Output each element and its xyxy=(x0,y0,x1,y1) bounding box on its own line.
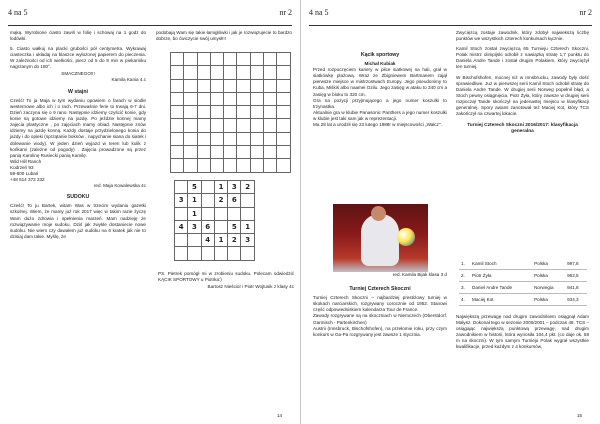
sudoku-cell[interactable] xyxy=(201,247,214,260)
sudoku-cell[interactable] xyxy=(197,53,210,66)
results-cell-points: 934,3 xyxy=(565,294,587,306)
sudoku-cell[interactable] xyxy=(241,247,254,260)
sudoku-cell[interactable] xyxy=(277,159,290,172)
header-issue: nr 2 xyxy=(579,8,592,17)
sudoku-cell[interactable] xyxy=(224,106,237,119)
sudoku-cell[interactable] xyxy=(250,92,263,105)
sudoku-cell[interactable] xyxy=(277,132,290,145)
sudoku-cell[interactable] xyxy=(237,92,250,105)
address-line: 59-800 Lubań xyxy=(10,170,39,176)
sudoku-cell[interactable] xyxy=(264,159,277,172)
sudoku-cell[interactable] xyxy=(224,53,237,66)
w-stajni-author: red. Maja Kowalewska 4c xyxy=(93,183,146,189)
sudoku-cell[interactable] xyxy=(201,194,214,207)
left-column xyxy=(313,30,447,128)
volleyball-icon xyxy=(397,228,415,246)
sudoku-cell[interactable] xyxy=(224,132,237,145)
sudoku-cell[interactable]: 6 xyxy=(201,220,214,233)
results-cell-name: Maciej Kot xyxy=(470,294,532,306)
sudoku-cell[interactable] xyxy=(197,92,210,105)
header-title: 4 na 5 xyxy=(8,8,28,17)
address-line: +48 514 372 232 xyxy=(10,177,45,183)
sudoku-cell[interactable] xyxy=(171,66,184,79)
sudoku-cell[interactable] xyxy=(224,92,237,105)
results-cell-place: 1. xyxy=(459,258,470,270)
sudoku-cell[interactable] xyxy=(250,146,263,159)
sudoku-cell[interactable] xyxy=(175,234,188,247)
sport-title: Kącik sportowy xyxy=(360,52,400,58)
sudoku-row xyxy=(171,146,291,159)
sudoku-cell[interactable] xyxy=(237,119,250,132)
sudoku-cell[interactable]: 3 xyxy=(175,194,188,207)
sudoku-title: SUDOKU xyxy=(66,194,90,201)
sudoku-cell[interactable] xyxy=(184,119,197,132)
sudoku-cell[interactable]: 2 xyxy=(214,194,227,207)
sudoku-cell[interactable] xyxy=(210,106,223,119)
sudoku-cell[interactable] xyxy=(264,132,277,145)
col2-bischofshofen-text: W Bischofshofen, mocnej niż w Innsbrucku, zawody były dość sprawiedliwe. Już w pierwszej serii Kamil Stoch odrobił stratę do Daniela Andre Tande. W drugiej serii Norweg popełnił błąd, a Stoch pewny osiągnięcia. Piotr Żyła, który zawsze w drugiej serii rozpoczął Tande skończył na jedenastej miejscu w klasyfikacji generalnej. Spory awans zanotował też Maciej Kot, który TCS zakończył na czwartej lokacie. xyxy=(456,74,589,117)
sudoku-cell[interactable]: 2 xyxy=(228,234,241,247)
sudoku-cell[interactable] xyxy=(250,132,263,145)
sudoku-cell[interactable]: 1 xyxy=(241,220,254,233)
results-row xyxy=(459,282,587,294)
sudoku-cell[interactable] xyxy=(264,92,277,105)
sudoku-row xyxy=(175,194,255,207)
sudoku-cell[interactable] xyxy=(197,132,210,145)
header-title: 4 na 5 xyxy=(309,8,329,17)
sudoku-cell[interactable]: 3 xyxy=(228,181,241,194)
sudoku-cell[interactable]: 1 xyxy=(188,207,201,220)
sudoku-cell[interactable] xyxy=(210,159,223,172)
sudoku-row xyxy=(171,66,291,79)
sudoku-cell[interactable] xyxy=(184,66,197,79)
ps-author: Bartosz Nieścior i Piotr Wojtusik z klasy 4c xyxy=(207,284,294,290)
sudoku-cell[interactable] xyxy=(201,181,214,194)
sudoku-cell[interactable] xyxy=(237,132,250,145)
sudoku-cell[interactable]: 1 xyxy=(214,181,227,194)
sudoku-cell[interactable]: 5 xyxy=(228,220,241,233)
sudoku-row xyxy=(175,247,255,260)
sport-author: Michał Kubiak xyxy=(364,61,396,67)
sudoku-cell[interactable]: 1 xyxy=(188,194,201,207)
sudoku-cell[interactable] xyxy=(210,53,223,66)
results-cell-country: Polska xyxy=(532,258,565,270)
sudoku-row xyxy=(171,119,291,132)
sudoku-row xyxy=(171,92,291,105)
sudoku-cell[interactable] xyxy=(250,119,263,132)
ps-text: PS. Pietrek pomógł mi w zrobieniu sudoku. Polecam odwiedzić KĄCIK SPORTOWY u Piotrka:) xyxy=(158,271,294,283)
col2-stoch-text: Kamil Stoch został zwycięzcą 65 Turnieju Czterech Skoczni. Polak mistrz olimpijski odrobił z nawiązką stratę 1,7 punktu do Daniela Andre Tande i został drugim Polakiem, który zwyciężył ten turniej. xyxy=(456,46,589,70)
col2-bottom-text: Największą przewagę nad drugim zawodnikiem osiągnął Adam Małysz. Dokonał tego w sezonie 2000/2001 – podczas 49. TCS – osiągając największą punktową przewagę, nad drugim zawodnikiem w historii, która wynosiła 104,4 pkt. (co daje ok. 58 m na skoczni). W tym samym Turnieju Polak wygrał wszystkie kwalifikacje, przed każdym z 4 konkursów, xyxy=(456,314,589,350)
sudoku-cell[interactable] xyxy=(264,146,277,159)
address-line: Kodrzeń 93 xyxy=(10,164,34,170)
sudoku-cell[interactable] xyxy=(214,247,227,260)
volleyball-player-photo xyxy=(333,204,428,272)
sudoku-cell[interactable] xyxy=(250,159,263,172)
sudoku-cell[interactable] xyxy=(175,247,188,260)
turniej-title: Turniej Czterech Skoczni xyxy=(349,286,411,293)
photo-player-head xyxy=(371,206,386,221)
sudoku-cell[interactable] xyxy=(197,79,210,92)
photo-caption: red. Kamila Bijak klasa 3 d xyxy=(392,272,447,277)
sport-body: Przed rozpoczęciem kariery w piłce siatkowej na hali, grał w siatkówkę plażową. Wraz ze Zbigniewem Bartmanem zajął pierwsze miejsce w mistrzostwach Europy. Jego pseudonimy to Kuba, Miśkiś albo naamei Ozilu. Jego zasięg w ataku to 340 cm a zasięg w bloku to 320 cm. Gra na pozycji przyjmującego a jego numer koszulki to trzynastka. Aktualnie gra w klubie Panasonic Panthers a jego numer koszulki w klubie jest taki sam jak w reprezentacji. Ma 28 lat a urodził się 23 lutego 1988r w miejscowości „Wałcz". xyxy=(313,67,447,128)
sudoku-cell[interactable] xyxy=(201,207,214,220)
recipe-author: Kamila Kania 4.c xyxy=(111,76,146,82)
sudoku-cell[interactable] xyxy=(171,53,184,66)
ps-note xyxy=(158,271,294,290)
recipe-closing: SMACZNEGO!!! xyxy=(61,70,95,76)
sudoku-cell[interactable] xyxy=(171,146,184,159)
sudoku-cell[interactable] xyxy=(197,106,210,119)
results-cell-points: 997,8 xyxy=(565,258,587,270)
sudoku-cell[interactable] xyxy=(197,66,210,79)
sudoku-cell[interactable] xyxy=(277,106,290,119)
sudoku-row xyxy=(175,220,255,233)
sudoku-cell[interactable] xyxy=(237,106,250,119)
sudoku-cell[interactable] xyxy=(277,146,290,159)
sudoku-cell[interactable] xyxy=(264,66,277,79)
recipe-text-2: 5. Ciasto wałkuj na placki grubości pół centymetra. Wykrawaj ciasteczka i układaj na blaszce wyłożonej papierem do pieczenia. W zależności od ich wielkości, piecz od 5 do 8 min w piekarniku nagrzanym do 180°. xyxy=(10,46,146,70)
sudoku-continuation: podobają Wam się takie łamigłówki i jak je rozwiązujecie to bardzo dobrze, bo ćwiczycie swój umysł!!! xyxy=(156,30,292,42)
sudoku-cell[interactable] xyxy=(171,92,184,105)
sudoku-cell[interactable] xyxy=(171,119,184,132)
sudoku-cell[interactable] xyxy=(171,132,184,145)
sudoku-row xyxy=(171,159,291,172)
right-page xyxy=(300,0,600,424)
sudoku-cell[interactable] xyxy=(184,106,197,119)
results-row xyxy=(459,258,587,270)
sudoku-cell[interactable] xyxy=(171,106,184,119)
sudoku-cell[interactable]: 3 xyxy=(188,220,201,233)
sudoku-cell[interactable] xyxy=(197,119,210,132)
results-cell-country: Norwegia xyxy=(532,282,565,294)
sudoku-cell[interactable] xyxy=(241,194,254,207)
sudoku-cell[interactable] xyxy=(264,119,277,132)
right-column xyxy=(456,30,589,138)
results-cell-country: Polska xyxy=(532,294,565,306)
sudoku-grid-9x9 xyxy=(170,52,291,173)
turniej-body: Turniej Czterech Skoczni – najbardziej prestiżowy turniej w skokach narciarskich, rozgrywany corocznie od 1952. Stanowi część odpowiedniskiem kalendarza Tour de France. Zawody rozgrywane są na skoczniach w Niemczech (Oberstdorf, Garmisch - Partenkirchen) Austrii (Innsbruck, Bischofshofen), na przełomie roku, przy czym konkurs w Ga-Pa rozgrywany jest zawsze 1 stycznia. xyxy=(313,295,447,337)
sudoku-cell[interactable] xyxy=(214,220,227,233)
right-page-header xyxy=(309,8,592,26)
sudoku-cell[interactable] xyxy=(184,53,197,66)
sudoku-cell[interactable] xyxy=(214,207,227,220)
results-cell-place: 4. xyxy=(459,294,470,306)
sudoku-cell[interactable] xyxy=(228,247,241,260)
left-column-lower xyxy=(313,272,447,338)
sudoku-cell[interactable] xyxy=(197,159,210,172)
sudoku-cell[interactable] xyxy=(188,247,201,260)
sudoku-cell[interactable] xyxy=(175,181,188,194)
sudoku-cell[interactable] xyxy=(171,79,184,92)
sudoku-cell[interactable] xyxy=(277,92,290,105)
sudoku-cell[interactable]: 4 xyxy=(201,234,214,247)
sudoku-cell[interactable] xyxy=(264,79,277,92)
sudoku-row xyxy=(171,79,291,92)
photo-player-body xyxy=(361,214,399,266)
sudoku-cell[interactable] xyxy=(171,159,184,172)
results-cell-country: Polska xyxy=(532,270,565,282)
sudoku-cell[interactable]: 2 xyxy=(241,181,254,194)
sudoku-cell[interactable] xyxy=(184,92,197,105)
results-cell-points: 941,8 xyxy=(565,282,587,294)
w-stajni-body: Cześć! To ja Maja w tym wydaniu opowiem o farach w siodle westernowe albo ich i o rach. Przewaśnie ferie to trwają 6-7 dni. Dzień zaczyna się o 9 rano. Następnie idziemy czyścić konie, gdy konie są gotowe idziemy na jazdę. Po jeździe konnej mamy zajęcia plastyczne , po zajęciach mamy obiad. Następnie znów idziemy na jazdę konną. Każdy dostaje przydzielonego konia do jazdy i do opieki (sprzątanie boksów , napychanie siana do siatek i dolewanie wody). W jeden dzień wyjazd w teren lub kulik z końkami (zależne od pogody) . Zajęcia prowadzone są przez panią Karolinę Rusiecki panią Kamilę. xyxy=(10,97,146,158)
sudoku-row xyxy=(171,132,291,145)
sudoku-row xyxy=(175,234,255,247)
sudoku-cell[interactable]: 4 xyxy=(175,220,188,233)
address-line: Wild Hill Ranch xyxy=(10,158,42,164)
sudoku-cell[interactable] xyxy=(250,79,263,92)
left-page-header xyxy=(8,8,292,26)
sudoku-cell[interactable] xyxy=(184,159,197,172)
sudoku-row xyxy=(175,207,255,220)
right-column-lower xyxy=(456,314,589,351)
sudoku-cell[interactable] xyxy=(237,66,250,79)
sudoku-cell[interactable] xyxy=(210,92,223,105)
results-row xyxy=(459,294,587,306)
sudoku-cell[interactable] xyxy=(277,66,290,79)
sudoku-row xyxy=(171,106,291,119)
col2-top-text: Zwycięzcą zostaje zawodnik, który zdobył najwiekszą liczbę punktów we wszystkich czterech konkursach łącznie. xyxy=(456,30,589,42)
sudoku-row xyxy=(171,53,291,66)
results-cell-place: 3. xyxy=(459,282,470,294)
left-column xyxy=(10,30,146,240)
sudoku-cell[interactable] xyxy=(184,146,197,159)
page-number: 14 xyxy=(276,413,282,418)
sudoku-body: Cześć! To ju Bartek, witam Was w trzecim wydaniu gazetki szkolnej. Wiem, że mamy już rok 2017 więc w takim razie życzę Wam dużo zdrowia i spełnienia marzeń. Mam nadzieję że rozwiązywanie moje sudoku. Dziś jak zwykle dostaniecie nowe sudoku. Nie wiem czy dawałem już sudoku na 6 kratek jak nie to dzisiaj dam takie. Myślę, że xyxy=(10,203,146,239)
results-cell-points: 962,5 xyxy=(565,270,587,282)
sudoku-cell[interactable] xyxy=(188,234,201,247)
sudoku-cell[interactable]: 3 xyxy=(241,234,254,247)
sudoku-cell[interactable] xyxy=(224,159,237,172)
sudoku-cell[interactable]: 6 xyxy=(228,194,241,207)
sudoku-cell[interactable] xyxy=(250,53,263,66)
sudoku-cell[interactable] xyxy=(175,207,188,220)
sudoku-row xyxy=(175,181,255,194)
results-cell-name: Daniel Andre Tande xyxy=(470,282,532,294)
w-stajni-title: W stajni xyxy=(68,88,88,95)
sudoku-cell[interactable] xyxy=(237,146,250,159)
sudoku-cell[interactable] xyxy=(197,146,210,159)
sudoku-cell[interactable]: 1 xyxy=(214,234,227,247)
sudoku-cell[interactable] xyxy=(264,53,277,66)
sudoku-cell[interactable] xyxy=(210,132,223,145)
results-cell-name: Kamil Stoch xyxy=(470,258,532,270)
sudoku-cell[interactable] xyxy=(210,146,223,159)
sudoku-cell[interactable] xyxy=(210,119,223,132)
sudoku-cell[interactable] xyxy=(224,66,237,79)
sudoku-cell[interactable] xyxy=(250,66,263,79)
sudoku-cell[interactable] xyxy=(241,207,254,220)
page-number: 15 xyxy=(576,413,582,418)
results-table xyxy=(459,258,587,306)
recipe-text-1: mąką. Wyrobione ciasto zawiń w folię i schowaj na 1 godz do lodówki. xyxy=(10,30,146,42)
header-issue: nr 2 xyxy=(279,8,292,17)
sudoku-cell[interactable] xyxy=(250,106,263,119)
sudoku-cell[interactable] xyxy=(237,53,250,66)
results-table-title: Turniej Czterech Skoczni 2016/2017: klasyfikacja generalna xyxy=(467,123,578,135)
sudoku-cell[interactable] xyxy=(184,132,197,145)
sudoku-cell[interactable] xyxy=(277,53,290,66)
sudoku-cell[interactable] xyxy=(237,79,250,92)
sudoku-cell[interactable] xyxy=(277,119,290,132)
sudoku-cell[interactable] xyxy=(277,79,290,92)
sudoku-cell[interactable] xyxy=(210,66,223,79)
results-cell-place: 2. xyxy=(459,270,470,282)
sudoku-cell[interactable] xyxy=(264,106,277,119)
results-row xyxy=(459,270,587,282)
sudoku-cell[interactable] xyxy=(184,79,197,92)
right-column xyxy=(156,30,292,42)
sudoku-cell[interactable] xyxy=(224,119,237,132)
sudoku-cell[interactable] xyxy=(228,207,241,220)
sudoku-cell[interactable]: 5 xyxy=(188,181,201,194)
sudoku-cell[interactable] xyxy=(237,159,250,172)
sudoku-cell[interactable] xyxy=(210,79,223,92)
sudoku-cell[interactable] xyxy=(224,79,237,92)
results-cell-name: Piotr Żyła xyxy=(470,270,532,282)
sudoku-grid-6x6 xyxy=(174,180,255,261)
sudoku-cell[interactable] xyxy=(224,146,237,159)
